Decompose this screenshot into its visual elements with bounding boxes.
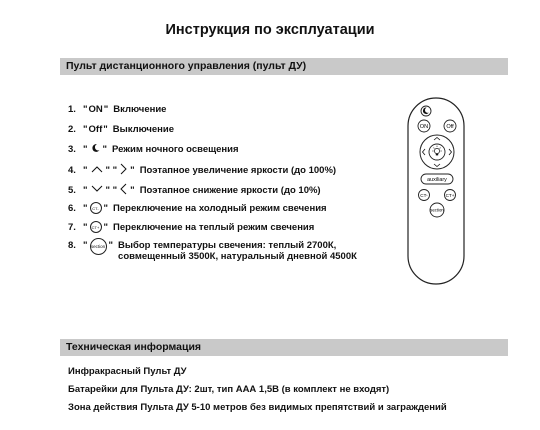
item-description-line: Выбор температуры свечения: теплый 2700К, [118,240,337,251]
remote-on-button[interactable] [418,120,430,132]
item-description-line: совмещенный 3500К, натуральный дневной 4500К [118,251,357,262]
remote-ct-plus-label: CT+ [445,193,455,198]
item-description [118,240,357,262]
chevron-up-icon [91,165,103,176]
item-number: 3. [68,144,76,155]
remote-ct-plus-button[interactable] [445,190,456,201]
list-item-night: 3. " " Режим ночного освещения [68,144,239,155]
remote-night-button[interactable] [421,106,431,116]
remote-on-label: ON [419,124,429,131]
item-number: 6. [68,202,76,214]
remote-ct-minus-label: CT- [420,193,428,198]
page-title: Инструкция по эксплуатации [165,22,375,38]
item-number: 1. [68,104,76,115]
item-number: 4. [68,165,76,176]
tech-info-line: Инфракрасный Пульт ДУ [68,366,187,377]
remote-ct-minus-button[interactable] [419,190,430,201]
list-item-ct-minus: 6. " CT- " Переключение на холодный режим свечения [68,202,327,214]
section-header-remote: Пульт дистанционного управления (пульт ДУ) [60,58,508,75]
item-description: Поэтапное увеличение яркости (до 100%) [139,165,337,176]
remote-section-label: section [430,207,444,213]
item-description: Выключение [112,124,175,135]
ct-plus-icon: CT+ [90,221,102,233]
item-number: 2. [68,124,76,135]
remote-off-button[interactable] [444,120,456,132]
list-item-ct-plus: 7. " CT+ " Переключение на теплый режим свечения [68,221,315,233]
item-number: 5. [68,185,76,196]
remote-off-label: Off [446,124,454,131]
item-number: 7. [68,221,76,233]
list-item-brightness-up: 4. " " " " Поэтапное увеличение яркости (до 100%) [68,165,337,176]
item-description: Переключение на холодный режим свечения [113,202,327,214]
list-item-section: 8. " section " Выбор температуры свечения: теплый 2700К, совмещенный 3500К, натуральный дневной 4500К [68,240,357,262]
ct-minus-icon: CT- [90,202,102,214]
tech-info-line: Батарейки для Пульта ДУ: 2шт, тип ААА 1,5В (в комплект не входят) [68,384,390,395]
list-item-on: 1. " ON " Включение [68,104,167,115]
off-label: Off [88,124,103,135]
chevron-down-icon [91,185,103,196]
remote-dpad[interactable] [420,135,454,169]
item-description: Режим ночного освещения [112,144,239,155]
item-number: 8. [68,240,76,251]
remote-section-button[interactable] [430,203,444,217]
list-item-brightness-down: 5. " " " " Поэтапное снижение яркости (до 10%) [68,185,321,196]
chevron-left-icon [120,183,127,198]
item-description: Поэтапное снижение яркости (до 10%) [139,185,321,196]
on-label: ON [88,104,103,115]
moon-icon [91,143,100,156]
remote-aux-label: auxiliary [427,177,447,183]
tech-info-line: Зона действия Пульта ДУ 5-10 метров без видимых препятствий и заграждений [68,402,447,413]
item-description: Включение [113,104,167,115]
section-icon: section [90,238,107,255]
section-header-tech: Техническая информация [60,339,508,356]
remote-control-illustration [404,96,468,286]
chevron-right-icon [120,163,127,178]
remote-auxiliary-button[interactable] [421,174,453,184]
item-description: Переключение на теплый режим свечения [113,221,315,233]
list-item-off: 2. " Off " Выключение [68,124,175,135]
